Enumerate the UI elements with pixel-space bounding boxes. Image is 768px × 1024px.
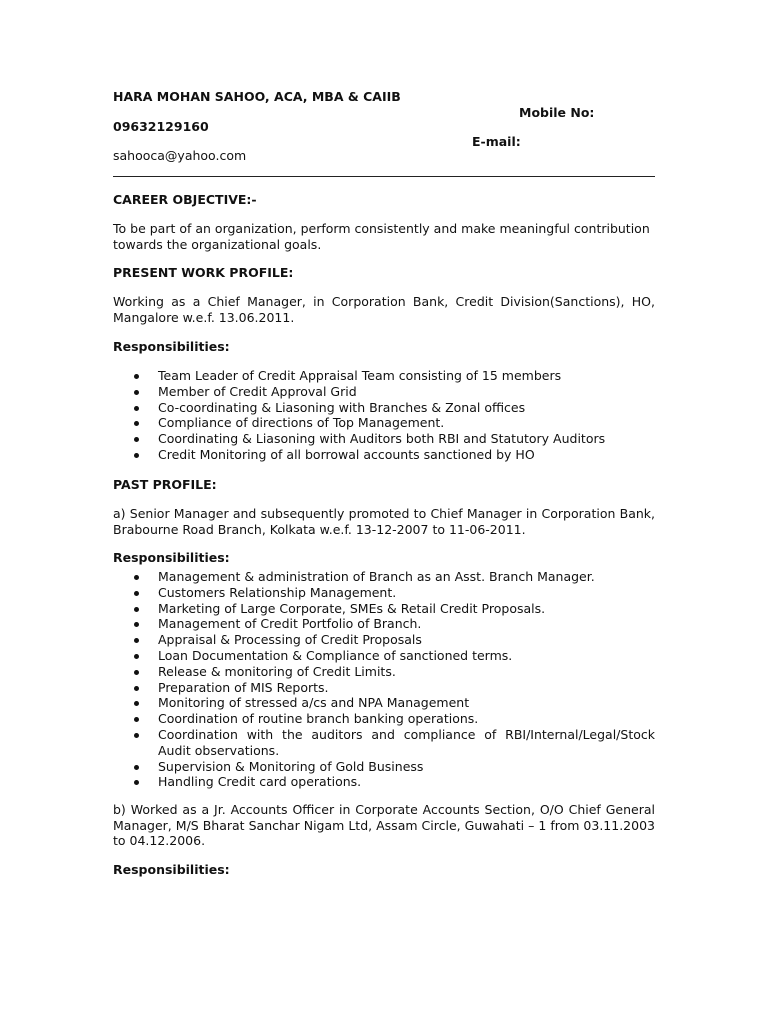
bullet-icon — [134, 670, 139, 675]
career-objective-heading: CAREER OBJECTIVE:- — [113, 192, 257, 207]
bullet-icon — [134, 591, 139, 596]
past-a-responsibilities-list — [113, 569, 655, 790]
bullet-icon — [134, 717, 139, 722]
list-item: Management & administration of Branch as an Asst. Branch Manager. — [113, 569, 655, 585]
list-item: Coordinating & Liasoning with Auditors both RBI and Statutory Auditors — [113, 431, 655, 447]
list-item: Member of Credit Approval Grid — [113, 384, 655, 400]
list-item: Credit Monitoring of all borrowal accounts sanctioned by HO — [113, 447, 655, 463]
present-profile-heading: PRESENT WORK PROFILE: — [113, 265, 294, 280]
list-item: Co-coordinating & Liasoning with Branches & Zonal offices — [113, 400, 655, 416]
past-profile-heading: PAST PROFILE: — [113, 477, 217, 492]
list-item: Management of Credit Portfolio of Branch. — [113, 616, 655, 632]
past-profile-b-text: b) Worked as a Jr. Accounts Officer in Corporate Accounts Section, O/O Chief General Manager, M/S Bharat Sanchar Nigam Ltd, Assam Circle, Guwahati – 1 from 03.11.2003 to 04.12.2006. — [113, 802, 655, 848]
list-item: Coordination of routine branch banking operations. — [113, 711, 655, 727]
bullet-icon — [134, 638, 139, 643]
bullet-icon — [134, 765, 139, 770]
career-objective-text: To be part of an organization, perform consistently and make meaningful contribution towards the organizational goals. — [113, 221, 650, 252]
bullet-icon — [134, 622, 139, 627]
bullet-icon — [134, 406, 139, 411]
list-item: Team Leader of Credit Appraisal Team consisting of 15 members — [113, 368, 655, 384]
bullet-icon — [134, 575, 139, 580]
bullet-icon — [134, 733, 139, 738]
list-item: Supervision & Monitoring of Gold Business — [113, 759, 655, 775]
bullet-icon — [134, 701, 139, 706]
list-item: Preparation of MIS Reports. — [113, 680, 655, 696]
past-b-responsibilities-heading: Responsibilities: — [113, 862, 230, 877]
candidate-name: HARA MOHAN SAHOO, ACA, MBA & CAIIB — [113, 89, 401, 104]
list-item: Appraisal & Processing of Credit Proposals — [113, 632, 655, 648]
bullet-icon — [134, 453, 139, 458]
mobile-label: Mobile No: — [519, 105, 595, 120]
bullet-icon — [134, 654, 139, 659]
bullet-icon — [134, 607, 139, 612]
bullet-icon — [134, 421, 139, 426]
list-item: Marketing of Large Corporate, SMEs & Retail Credit Proposals. — [113, 601, 655, 617]
list-item: Monitoring of stressed a/cs and NPA Management — [113, 695, 655, 711]
list-item: Handling Credit card operations. — [113, 774, 655, 790]
list-item: Customers Relationship Management. — [113, 585, 655, 601]
bullet-icon — [134, 780, 139, 785]
list-item: Loan Documentation & Compliance of sanctioned terms. — [113, 648, 655, 664]
email-label: E-mail: — [472, 134, 521, 149]
header-divider — [113, 176, 655, 177]
bullet-icon — [134, 437, 139, 442]
present-responsibilities-list — [113, 368, 655, 463]
bullet-icon — [134, 686, 139, 691]
present-profile-text: Working as a Chief Manager, in Corporation Bank, Credit Division(Sanctions), HO, Mangalore w.e.f. 13.06.2011. — [113, 294, 655, 325]
bullet-icon — [134, 390, 139, 395]
present-responsibilities-heading: Responsibilities: — [113, 339, 230, 354]
past-a-responsibilities-heading: Responsibilities: — [113, 550, 230, 565]
email-address: sahooca@yahoo.com — [113, 148, 247, 163]
bullet-icon — [134, 374, 139, 379]
list-item: Compliance of directions of Top Management. — [113, 415, 655, 431]
past-profile-a-text: a) Senior Manager and subsequently promoted to Chief Manager in Corporation Bank, Brabourne Road Branch, Kolkata w.e.f. 13-12-2007 to 11-06-2011. — [113, 506, 655, 537]
list-item: Coordination with the auditors and compliance of RBI/Internal/Legal/Stock Audit observations. — [113, 727, 655, 759]
mobile-number: 09632129160 — [113, 119, 209, 134]
list-item: Release & monitoring of Credit Limits. — [113, 664, 655, 680]
